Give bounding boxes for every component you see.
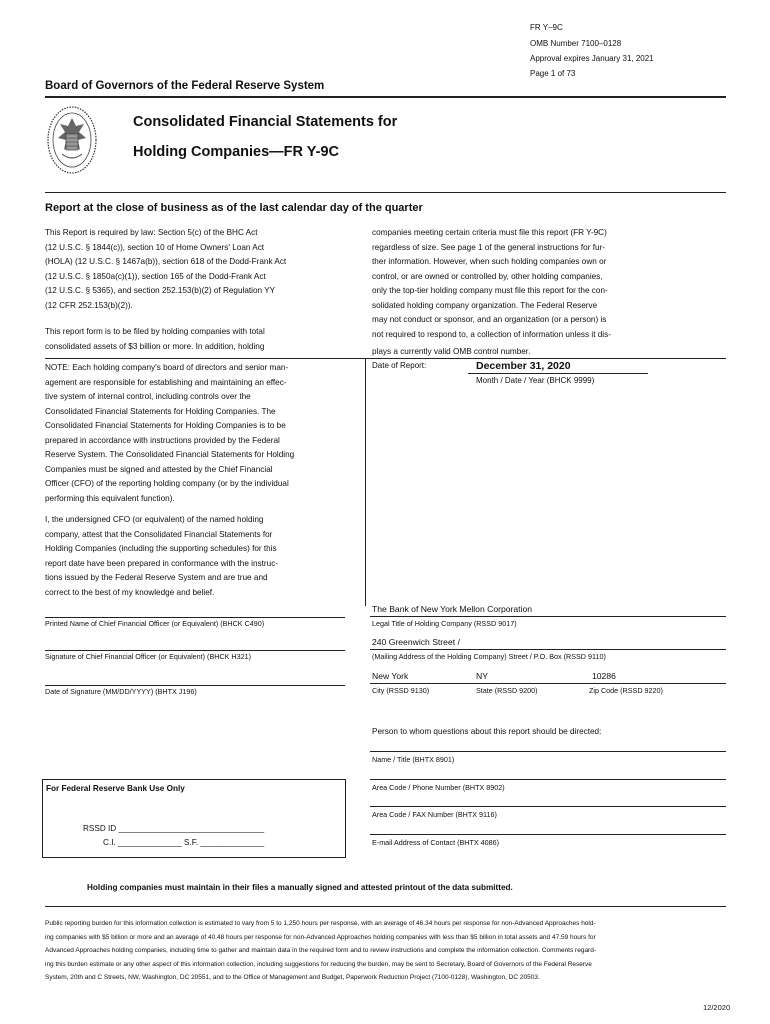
ci-sf-field[interactable]: C.I. ______________ S.F. ______________ <box>103 838 265 847</box>
intro-line: ther information. However, when such holding companies own or <box>372 257 607 266</box>
note-line: tive system of internal control, including controls over the <box>45 392 251 401</box>
agency-name: Board of Governors of the Federal Reserve System <box>45 80 325 92</box>
cfo-name-field[interactable]: Printed Name of Chief Financial Officer (or Equivalent) (BHCK C490) <box>45 619 265 628</box>
intro-line: solidated holding company organization. The Federal Reserve <box>372 300 598 310</box>
cfo-signature-line <box>45 650 345 651</box>
attest-line: tions issued by the Federal Reserve System and are true and <box>45 573 268 582</box>
intro-line: (12 U.S.C. § 5365), and section 252.153(b)(2) of Regulation YY <box>45 286 276 295</box>
note-line: Consolidated Financial Statements for Holding Companies. The <box>45 406 276 416</box>
contact-phone-field[interactable]: Area Code / Phone Number (BHTX 8902) <box>372 783 505 792</box>
report-heading: Report at the close of business as of the last calendar day of the quarter <box>45 202 423 214</box>
intro-left <box>45 226 310 313</box>
attestation-paragraph <box>45 513 320 600</box>
date-of-report-caption: Month / Date / Year (BHCK 9999) <box>476 376 595 385</box>
intro-right <box>372 226 642 360</box>
title-rule <box>45 192 726 193</box>
zip-label: Zip Code (RSSD 9220) <box>589 686 663 695</box>
intro-line: control, or are owned or controlled by, other holding companies, <box>372 271 603 281</box>
burden-line: ing companies with $5 billion or more and an average of 40.48 hours per response for non-Advanced Approaches holding companies with less than $5 billion in total assets and 47.59 hours for <box>45 933 596 941</box>
note-paragraph <box>45 361 320 506</box>
company-name-value[interactable]: The Bank of New York Mellon Corporation <box>372 604 533 614</box>
attest-line: correct to the best of my knowledge and belief. <box>45 587 215 597</box>
note-line: NOTE: Each holding company's board of directors and senior man- <box>45 363 289 372</box>
contact-fax-line <box>370 806 726 807</box>
contact-phone-line <box>370 779 726 780</box>
column-divider <box>365 358 366 606</box>
city-line <box>370 683 726 684</box>
rssd-id-field[interactable]: RSSD ID ________________________________ <box>83 824 265 833</box>
city-value[interactable]: New York <box>372 671 409 681</box>
date-of-report-value[interactable]: December 31, 2020 <box>476 360 571 372</box>
cfo-signature-field[interactable]: Signature of Chief Financial Officer (or Equivalent) (BHCK H321) <box>45 652 251 661</box>
fed-use-title: For Federal Reserve Bank Use Only <box>46 784 185 793</box>
intro-line: (12 U.S.C. § 1850a(c)(1)), section 165 of the Dodd-Frank Act <box>45 271 266 281</box>
intro-line: may not conduct or sponsor, and an organization (or a person) is <box>372 315 607 324</box>
attest-line: company, attest that the Consolidated Financial Statements for <box>45 529 273 539</box>
signature-date-field[interactable]: Date of Signature (MM/DD/YYYY) (BHTX J196) <box>45 687 197 696</box>
intro-line: (12 CFR 252.153(b)(2)). <box>45 300 133 310</box>
intro-left-2 <box>45 325 310 354</box>
note-line: agement are responsible for establishing and maintaining an effec- <box>45 377 287 387</box>
contact-email-line <box>370 834 726 835</box>
note-line: performing this equivalent function). <box>45 493 175 503</box>
state-value[interactable]: NY <box>476 671 488 681</box>
intro-line: only the top-tier holding company must file this report for the con- <box>372 286 608 295</box>
note-line: prepared in accordance with instructions provided by the Federal <box>45 435 280 445</box>
signature-date-line <box>45 685 345 686</box>
intro-line: (HOLA) (12 U.S.C. § 1467a(b)), section 618 of the Dodd-Frank Act <box>45 257 287 266</box>
title-line-2: Holding Companies—FR Y-9C <box>133 144 339 160</box>
intro-line: companies meeting certain criteria must file this report (FR Y-9C) <box>372 228 607 237</box>
burden-line: Advanced Approaches holding companies, including time to gather and maintain data in the required form and to review instructions and complete the information collection. Comments regard- <box>45 947 597 954</box>
intro-line: not required to respond to, a collection of information unless it dis- <box>372 329 611 339</box>
burden-rule <box>45 906 726 907</box>
intro-line: (12 U.S.C. § 1844(c)), section 10 of Home Owners' Loan Act <box>45 242 265 252</box>
zip-value[interactable]: 10286 <box>592 671 616 681</box>
contact-email-field[interactable]: E-mail Address of Contact (BHTX 4086) <box>372 838 500 847</box>
company-name-label: Legal Title of Holding Company (RSSD 9017) <box>372 619 517 628</box>
intro-line: regardless of size. See page 1 of the general instructions for fur- <box>372 242 606 252</box>
maintain-note: Holding companies must maintain in their files a manually signed and attested printout of the data submitted. <box>87 883 513 892</box>
omb-number: OMB Number 7100–0128 <box>530 39 622 48</box>
cfo-name-line <box>45 617 345 618</box>
company-name-line <box>370 616 726 617</box>
company-address-label: (Mailing Address of the Holding Company) Street / P.O. Box (RSSD 9110) <box>372 652 606 661</box>
fed-use-box <box>42 779 346 858</box>
note-line: Companies must be signed and attested by the Chief Financial <box>45 464 273 474</box>
date-underline <box>468 373 648 374</box>
contact-fax-field[interactable]: Area Code / FAX Number (BHTX 9116) <box>372 810 497 819</box>
intro-line: consolidated assets of $3 billion or more. In addition, holding <box>45 341 265 351</box>
city-label: City (RSSD 9130) <box>372 686 430 695</box>
note-line: Consolidated Financial Statements for Holding Companies is to be <box>45 421 286 430</box>
intro-line: plays a currently valid OMB control number. <box>372 347 531 356</box>
approval-expiry: Approval expires January 31, 2021 <box>530 54 654 63</box>
contact-heading: Person to whom questions about this report should be directed: <box>372 727 602 736</box>
attest-line: Holding Companies (including the supporting schedules) for this <box>45 544 277 553</box>
date-of-report-label: Date of Report: <box>372 361 427 370</box>
intro-line: This Report is required by law: Section 5(c) of the BHC Act <box>45 228 258 237</box>
section-rule <box>45 358 726 359</box>
note-line: Reserve System. The Consolidated Financial Statements for Holding <box>45 450 295 459</box>
burden-paragraph <box>45 917 735 985</box>
federal-reserve-seal-icon <box>46 104 98 176</box>
footer-date: 12/2020 <box>703 1003 731 1012</box>
title-line-1: Consolidated Financial Statements for <box>133 114 398 130</box>
attest-line: report date have been prepared in conformance with the instruc- <box>45 558 279 568</box>
page-number: Page 1 of 73 <box>530 69 576 78</box>
note-line: Officer (CFO) of the reporting holding company (or by the individual <box>45 479 289 488</box>
burden-line: System, 20th and C Streets, NW, Washington, DC 20551, and to the Office of Management and Budget, Paperwork Reduction Project (7100-0128), Washington, DC 20503. <box>45 974 540 981</box>
attest-line: I, the undersigned CFO (or equivalent) of the named holding <box>45 515 264 524</box>
intro-line: This report form is to be filed by holding companies with total <box>45 327 265 336</box>
company-address-value[interactable]: 240 Greenwich Street / <box>372 637 460 647</box>
state-label: State (RSSD 9200) <box>476 686 538 695</box>
contact-name-title-field[interactable]: Name / Title (BHTX 8901) <box>372 755 455 764</box>
contact-name-line <box>370 751 726 752</box>
header-rule <box>45 96 726 98</box>
burden-line: Public reporting burden for this information collection is estimated to vary from 5 to 1,250 hours per response, with an average of 46.34 hours per response for non-Advanced Approaches hold- <box>45 920 596 927</box>
burden-line: ing this burden estimate or any other aspect of this information collection, including suggestions for reducing the burden, may be sent to Secretary, Board of Governors of the Federal Reserve <box>45 960 592 968</box>
company-address-line <box>370 649 726 650</box>
form-id: FR Y–9C <box>530 23 563 32</box>
